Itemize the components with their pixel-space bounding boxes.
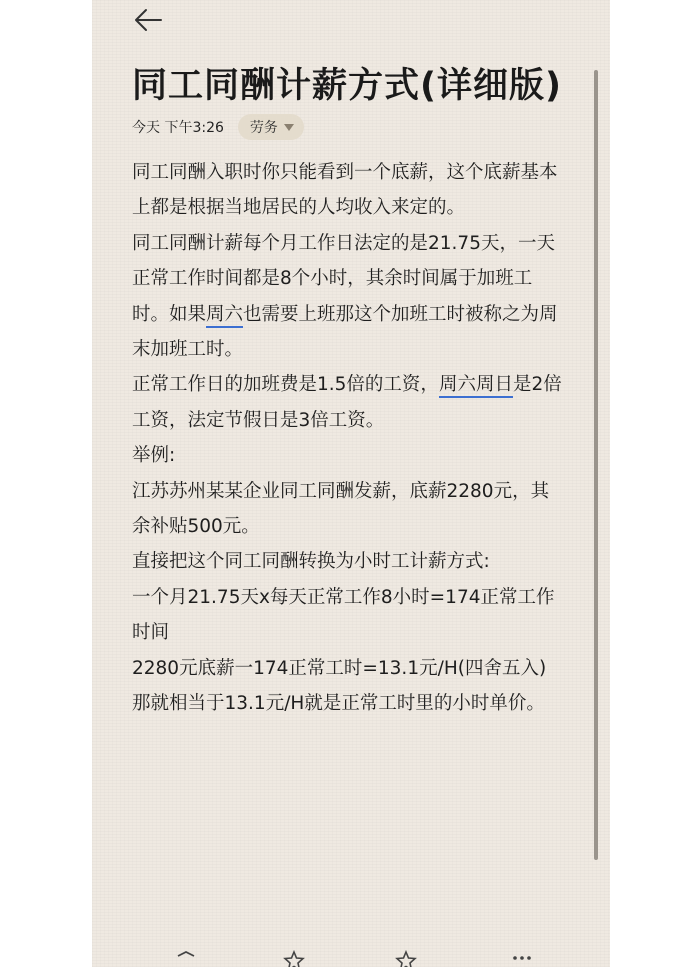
note-paragraph — [132, 544, 564, 579]
category-dropdown[interactable] — [238, 114, 304, 140]
category-label: 劳务 — [249, 120, 278, 136]
note-paragraph — [132, 651, 564, 722]
note-paragraph — [132, 438, 564, 473]
paragraph-text: 同工同酬入职时你只能看到一个底薪，这个底薪基本上都是根据当地居民的人均收入来定的。 — [132, 162, 558, 219]
paragraph-text: 也需要上班那这个加班工时被称之为周末加班工时。 — [132, 303, 558, 361]
note-paragraph — [132, 367, 564, 438]
paragraph-text: 同工同酬计薪每个月工作日法定的是21.75天，一天正常工作时间都是8个小时，其余时间属于加班工时。如果 — [132, 232, 555, 325]
paragraph-text: 一个月21.75天x每天正常工作8小时=174正常工作时间 — [132, 586, 555, 644]
toolbar-icon-left[interactable] — [174, 950, 198, 967]
paragraph-text: 直接把这个同工同酬转换为小时工计薪方式: — [132, 551, 490, 573]
underlined-term[interactable]: 周六周日 — [439, 374, 513, 398]
paragraph-text: 正常工作日的加班费是1.5倍的工资， — [132, 374, 439, 396]
note-meta — [132, 112, 304, 142]
star-outline-icon[interactable] — [282, 950, 306, 967]
arrow-left-icon — [132, 6, 164, 34]
paragraph-text: 江苏苏州某某企业同工同酬发薪，底薪2280元，其余补贴500元。 — [132, 480, 550, 538]
scrollbar[interactable] — [594, 70, 598, 860]
note-date: 今天 下午3:26 — [132, 120, 224, 136]
note-body[interactable] — [132, 155, 564, 722]
star-outline-icon[interactable] — [394, 950, 418, 967]
note-paragraph — [132, 155, 564, 226]
paragraph-text: 举例: — [132, 445, 176, 467]
paragraph-text: 2280元底薪一174正常工时=13.1元/H(四舍五入)那就相当于13.1元/H就是正常工时里的小时单价。 — [132, 657, 547, 715]
underlined-term[interactable]: 周六 — [206, 304, 243, 328]
note-screen — [92, 0, 610, 967]
paragraph-text: 是2倍工资，法定节假日是3倍工资。 — [132, 374, 562, 431]
note-paragraph — [132, 580, 564, 651]
more-icon[interactable] — [510, 950, 534, 967]
note-paragraph — [132, 226, 564, 368]
back-button[interactable] — [132, 6, 164, 34]
note-title: 同工同酬计薪方式(详细版) — [132, 66, 562, 106]
note-paragraph — [132, 474, 564, 545]
caret-down-icon — [284, 124, 294, 131]
bottom-toolbar — [92, 944, 610, 967]
